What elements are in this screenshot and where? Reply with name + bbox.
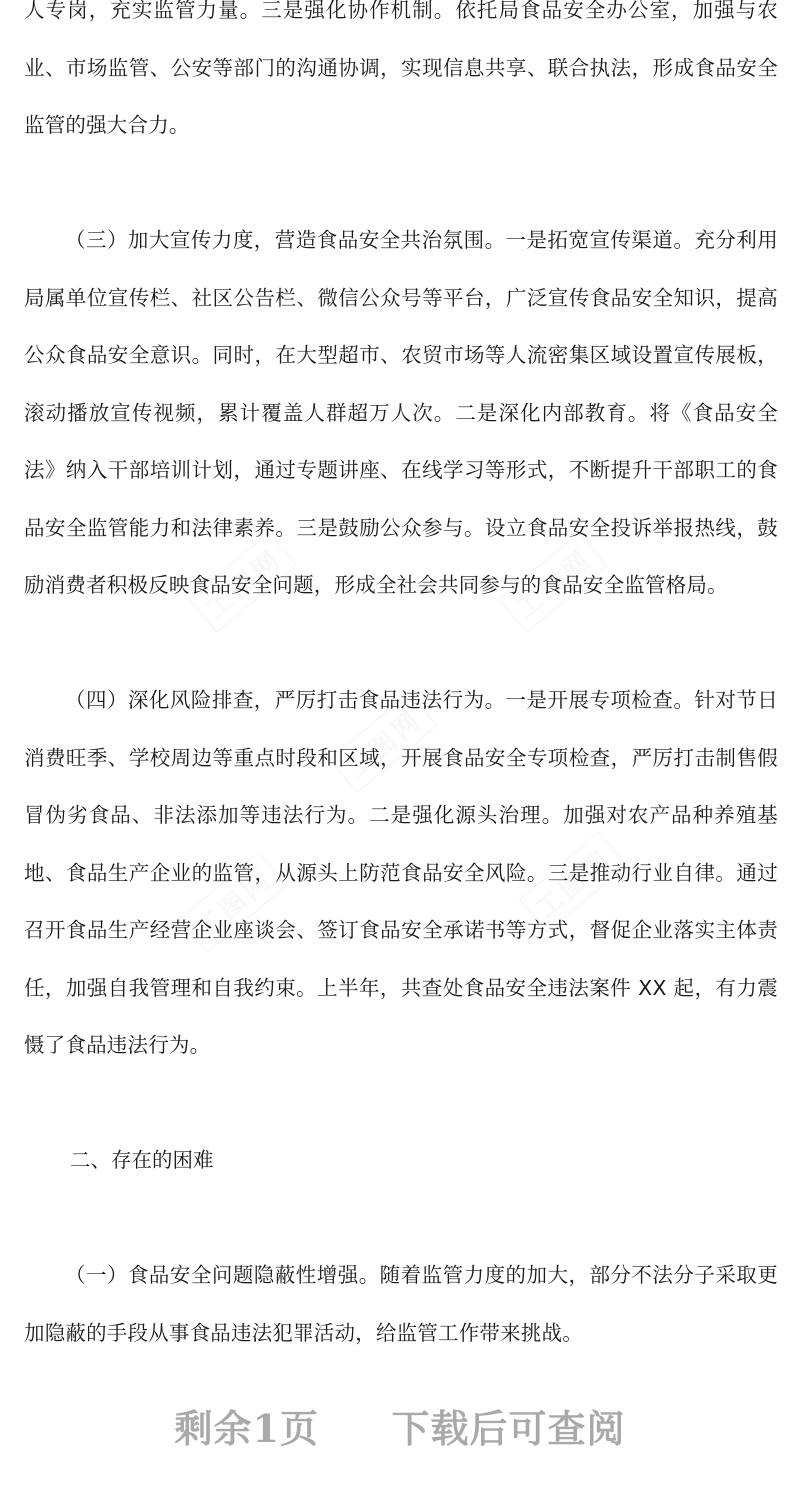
- watermark: 工图网: [518, 831, 628, 934]
- paragraph: （四）深化风险排查，严厉打击食品违法行为。一是开展专项检查。针对节日消费旺季、学校周边等重点时段和区域，开展食品安全专项检查，严厉打击制售假冒伪劣食品、非法添加等违法行为。二是强化源头治理。加强对农产品种养殖基地、食品生产企业的监管，从源头上防范食品安全风险。三是推动行业自律。通过召开食品生产经营企业座谈会、签订食品安全承诺书等方式，督促企业落实主体责任，加强自我管理和自我约束。上半年，共查处食品安全违法案件 XX 起，有力震慑了食品违法行为。: [24, 688, 778, 1057]
- watermark: 工图网: [178, 851, 288, 954]
- paragraph: （一）食品安全问题隐蔽性增强。随着监管力度的加大，部分不法分子采取更加隐蔽的手段从事食品违法犯罪活动，给监管工作带来挑战。: [24, 1263, 778, 1345]
- paragraph: （三）加大宣传力度，营造食品安全共治氛围。一是拓宽宣传渠道。充分利用局属单位宣传栏、社区公告栏、微信公众号等平台，广泛宣传食品安全知识，提高公众食品安全意识。同时，在大型超市、农贸市场等人流密集区域设置宣传展板，滚动播放宣传视频，累计覆盖人群超万人次。二是深化内部教育。将《食品安全法》纳入干部培训计划，通过专题讲座、在线学习等形式，不断提升干部职工的食品安全监管能力和法律素养。三是鼓励公众参与。设立食品安全投诉举报热线，鼓励消费者积极反映食品安全问题，形成全社会共同参与的食品安全监管格局。: [24, 228, 778, 597]
- download-to-view-label[interactable]: 下载后可查阅: [391, 1406, 626, 1451]
- watermark: 工图网: [498, 531, 608, 634]
- remaining-pages-label: 剩余1页: [174, 1406, 319, 1451]
- watermark: 工图网: [188, 531, 298, 634]
- paragraph: 人专岗，充实监管力量。三是强化协作机制。依托局食品安全办公室，加强与农业、市场监管、公安等部门的沟通协调，实现信息共享、联合执法，形成食品安全监管的强大合力。: [24, 0, 778, 137]
- document-body: [24, 0, 778, 1362]
- section-heading: 二、存在的困难: [70, 1148, 214, 1172]
- watermark: 工图网: [328, 691, 438, 794]
- download-notice[interactable]: [0, 1398, 800, 1453]
